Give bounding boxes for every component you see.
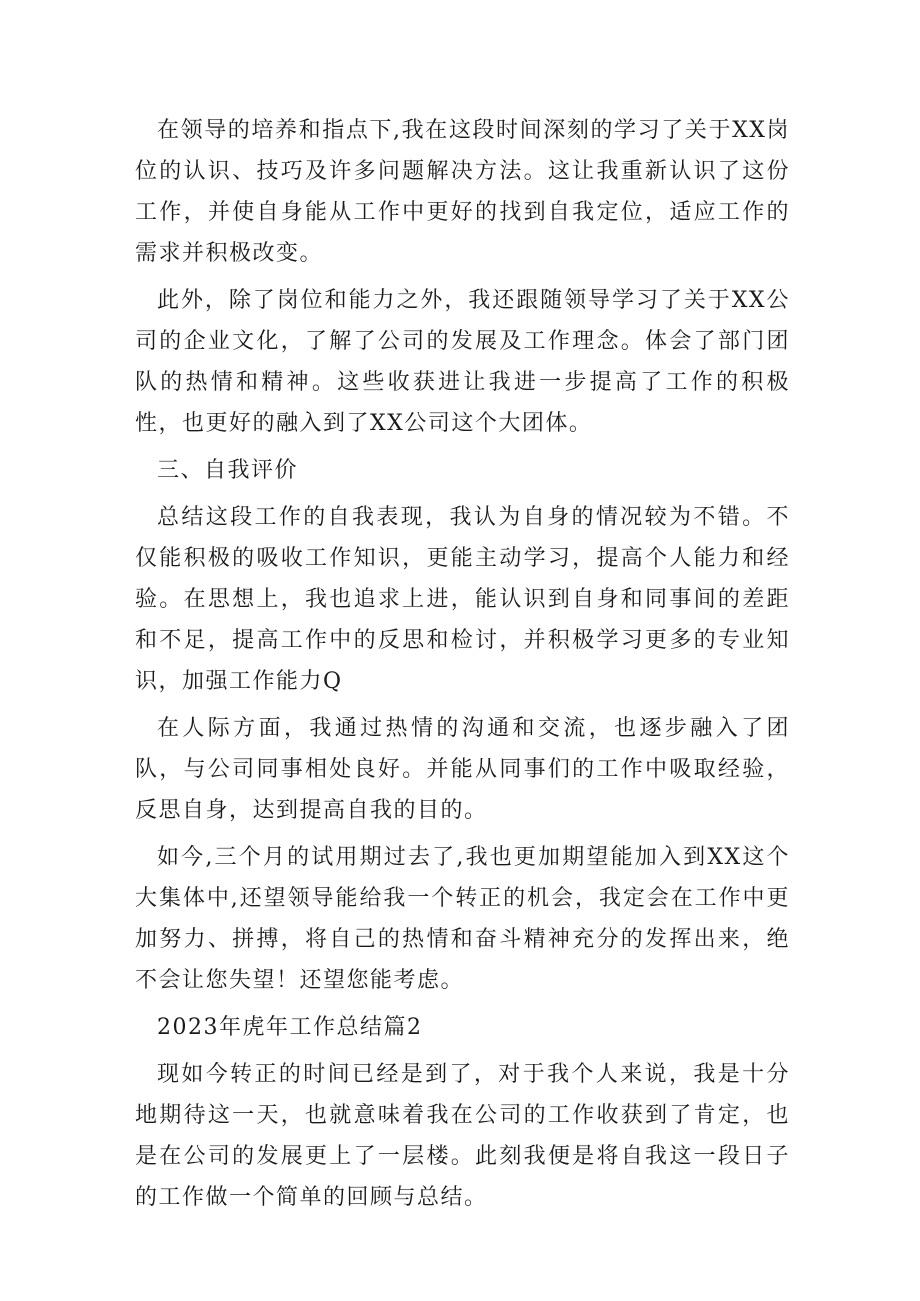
article-heading: 2023年虎年工作总结篇2 bbox=[157, 1015, 423, 1040]
paragraph-self-summary: 总结这段工作的自我表现，我认为自身的情况较为不错。不仅能积极的吸收工作知识，更能主动学习，提高个人能力和经验。在思想上，我也追求上进，能认识到自身和同事间的差距和不足，提高工作中的反思和检讨，并积极学习更多的专业知识，加强工作能力Q bbox=[135, 505, 790, 694]
paragraph-training: 在领导的培养和指点下,我在这段时间深刻的学习了关于XX岗位的认识、技巧及许多问题解决方法。这让我重新认识了这份工作，并使自身能从工作中更好的找到自我定位，适应工作的需求并积极改变。 bbox=[135, 118, 790, 266]
paragraph-interpersonal: 在人际方面，我通过热情的沟通和交流，也逐步融入了团队，与公司同事相处良好。并能从同事们的工作中吸取经验，反思自身，达到提高自我的目的。 bbox=[135, 716, 790, 823]
paragraph-probation-end: 如今,三个月的试用期过去了,我也更加期望能加入到XX这个大集体中,还望领导能给我一个转正的机会，我定会在工作中更加努力、拼搏，将自己的热情和奋斗精神充分的发挥出来，绝不会让您失望！还望您能考虑。 bbox=[135, 845, 790, 993]
paragraph-culture: 此外，除了岗位和能力之外，我还跟随领导学习了关于XX公司的企业文化，了解了公司的发展及工作理念。体会了部门团队的热情和精神。这些收获进让我进一步提高了工作的积极性，也更好的融入到了XX公司这个大团体。 bbox=[135, 288, 790, 436]
section-heading-self-evaluation: 三、自我评价 bbox=[157, 458, 299, 483]
document-body bbox=[135, 110, 790, 1224]
paragraph-regularization: 现如今转正的时间已经是到了，对于我个人来说，我是十分地期待这一天，也就意味着我在公司的工作收获到了肯定，也是在公司的发展更上了一层楼。此刻我便是将自我这一段日子的工作做一个简单的回顾与总结。 bbox=[135, 1062, 790, 1210]
